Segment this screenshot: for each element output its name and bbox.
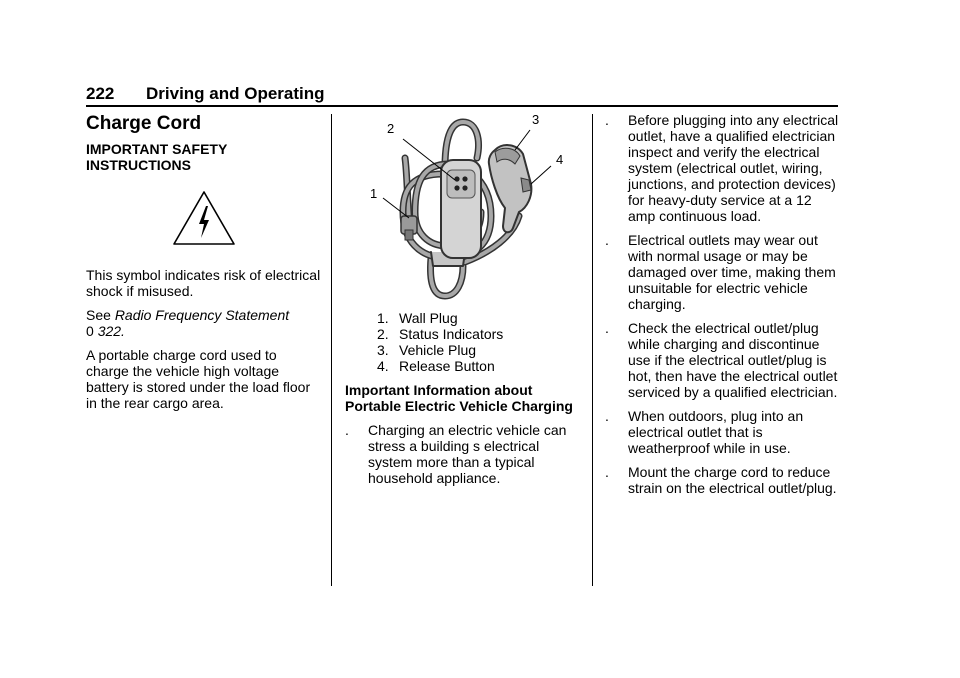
list-item: 2. Status Indicators — [377, 326, 504, 342]
see-reference — [86, 307, 322, 339]
column-1 — [86, 113, 322, 419]
cord-description: A portable charge cord used to charge the vehicle high voltage battery is stored under the load floor in the rear cargo area. — [86, 347, 311, 411]
bullet-item: . Electrical outlets may wear out with normal usage or may be damaged over time, making them unsuitable for electric vehicle charging. — [605, 232, 836, 312]
info-heading: Important Information about Portable Electric Vehicle Charging — [345, 382, 573, 414]
see-prefix: See — [86, 307, 115, 323]
page-ref-glyph: 0 — [86, 323, 94, 339]
safety-heading: IMPORTANT SAFETY INSTRUCTIONS — [86, 141, 228, 173]
section-title: Driving and Operating — [146, 84, 325, 103]
column-divider-2 — [592, 114, 593, 586]
bullet-item: . Check the electrical outlet/plug while charging and discontinue use if the electrical outlet/plug is hot, then have the electrical outlet serviced by a qualified electrician. — [605, 320, 838, 400]
page-header — [86, 84, 838, 104]
warning-symbol — [86, 189, 322, 249]
bullet-item: . Before plugging into any electrical outlet, have a qualified electrician inspect and verify the electrical system (electrical outlet, wiring, junctions, and protection devices) for heavy-duty service at a 12 amp continuous load. — [605, 112, 839, 224]
list-item: 1. Wall Plug — [377, 310, 458, 326]
callout-1: 1 — [370, 186, 378, 201]
list-item: 3. Vehicle Plug — [377, 342, 477, 358]
see-reference-link[interactable]: Radio Frequency Statement — [114, 307, 290, 323]
charge-cord-figure — [345, 112, 581, 302]
column-3 — [605, 112, 841, 504]
bullet-item: . Charging an electric vehicle can stress a building s electrical system more than a typical household appliance. — [345, 422, 567, 486]
column-divider-1 — [331, 114, 332, 586]
high-voltage-warning-icon — [171, 189, 237, 247]
charge-cord-illustration — [345, 112, 581, 302]
column-2 — [345, 112, 581, 494]
bullet-item: . Mount the charge cord to reduce strain on the electrical outlet/plug. — [605, 464, 837, 496]
page-number: 222 — [86, 84, 115, 103]
list-item: 4. Release Button — [377, 358, 495, 374]
parts-list — [345, 310, 581, 374]
section-heading: Charge Cord — [86, 113, 202, 134]
callout-4: 4 — [556, 152, 564, 167]
symbol-text: This symbol indicates risk of electrical shock if misused. — [86, 267, 321, 299]
bullet-item: . When outdoors, plug into an electrical outlet that is weatherproof while in use. — [605, 408, 804, 456]
callout-2: 2 — [387, 121, 395, 136]
callout-3: 3 — [532, 112, 540, 127]
header-rule — [86, 105, 838, 107]
page-ref[interactable]: 322. — [97, 323, 125, 339]
